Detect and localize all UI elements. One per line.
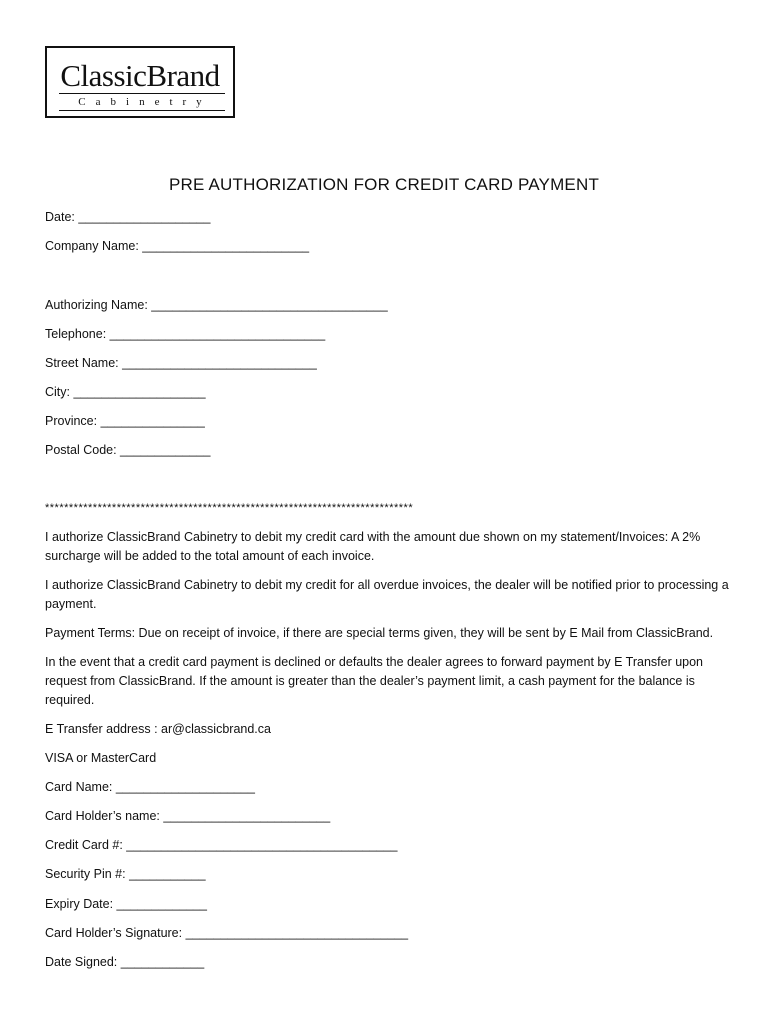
declined-payment-paragraph: In the event that a credit card payment is declined or defaults the dealer agrees to forward payment by E Transfer upon request from ClassicBrand. If the amount is greater than the dealer’s payment limit, a cash payment for the balance is required. [45, 655, 704, 707]
card-name-field[interactable]: Card Name: ____________________ [45, 780, 255, 794]
card-types-label: VISA or MasterCard [45, 751, 157, 765]
payment-terms-paragraph: Payment Terms: Due on receipt of invoice, if there are special terms given, they will be sent by E Mail from ClassicBrand. [45, 626, 714, 640]
form-title: PRE AUTHORIZATION FOR CREDIT CARD PAYMENT [168, 175, 600, 194]
city-field[interactable]: City: ___________________ [45, 385, 206, 399]
postal-code-field[interactable]: Postal Code: _____________ [45, 443, 211, 457]
signature-field[interactable]: Card Holder’s Signature: ________________________________ [45, 926, 409, 940]
card-holder-name-field[interactable]: Card Holder’s name: ________________________ [45, 809, 331, 823]
logo-rule-bottom [59, 110, 225, 111]
authorize-debit-paragraph: I authorize ClassicBrand Cabinetry to debit my credit card with the amount due shown on my statement/Invoices: A 2% surcharge will be added to the total amount of each invoice. [45, 530, 701, 563]
authorize-overdue-paragraph: I authorize ClassicBrand Cabinetry to debit my credit for all overdue invoices, the dealer will be notified prior to processing a payment. [45, 578, 729, 611]
e-transfer-address: E Transfer address : ar@classicbrand.ca [45, 722, 271, 736]
credit-card-number-field[interactable]: Credit Card #: _______________________________________ [45, 838, 398, 852]
logo-rule-top [59, 93, 225, 94]
company-name-field[interactable]: Company Name: ________________________ [45, 239, 310, 253]
logo-subtitle: Cabinetry [78, 96, 212, 108]
street-name-field[interactable]: Street Name: ____________________________ [45, 356, 317, 370]
security-pin-field[interactable]: Security Pin #: ___________ [45, 867, 206, 881]
logo-brand-name: ClassicBrand [60, 58, 220, 93]
province-field[interactable]: Province: _______________ [45, 414, 205, 428]
date-field[interactable]: Date: ___________________ [45, 210, 211, 224]
date-signed-field[interactable]: Date Signed: ____________ [45, 955, 205, 969]
authorizing-name-field[interactable]: Authorizing Name: __________________________________ [45, 298, 388, 312]
expiry-date-field[interactable]: Expiry Date: _____________ [45, 897, 207, 911]
company-logo [45, 46, 235, 118]
telephone-field[interactable]: Telephone: _______________________________ [45, 327, 326, 341]
separator-line: ***************************************************************************** [45, 502, 414, 514]
